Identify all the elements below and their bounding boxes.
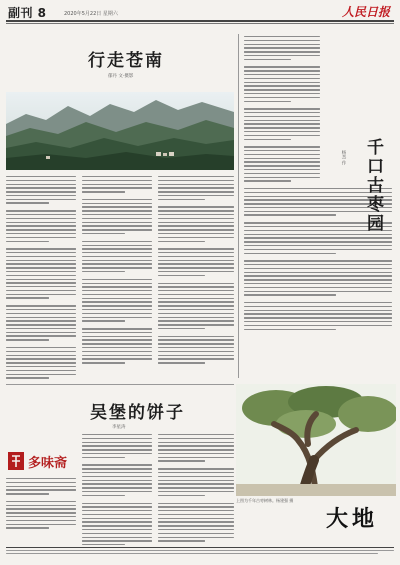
column-stamp <box>6 450 78 474</box>
mountain-photo <box>6 92 234 170</box>
ancient-tree-photo <box>236 384 396 496</box>
newspaper-logo: 人民日报 <box>341 5 390 19</box>
article-title-cake: 吴堡的饼子 <box>90 403 185 423</box>
article-title-walk: 行走苍南 <box>88 51 164 71</box>
masthead-rule-thin <box>6 23 394 24</box>
article-body-dates-col1 <box>244 36 320 182</box>
article-byline-walk: 郁丹 文·摄影 <box>108 74 134 79</box>
masthead <box>0 0 400 30</box>
section-divider-vertical <box>238 34 239 378</box>
column-stamp-text: 多味斋 <box>28 456 68 471</box>
page-footer <box>6 547 394 554</box>
article-body-cake-col1 <box>6 478 76 529</box>
photo-caption: 上图为千年古枣树林。杨建强 摄 <box>236 498 294 503</box>
article-title-dates: 千口古枣园 <box>363 138 383 233</box>
article-body-cake-col2 <box>82 434 152 545</box>
article-body-cake-col3 <box>158 434 234 542</box>
article-body-walk-col1 <box>6 176 76 379</box>
article-body-walk-col2 <box>82 176 152 364</box>
article-byline-cake: 李星涛 <box>112 425 126 430</box>
publication-date: 2020年5月22日 星期六 <box>64 11 118 17</box>
section-divider-horizontal <box>6 384 234 385</box>
article-byline-dates: 杨杰 作 <box>341 150 346 165</box>
article-body-walk-col3 <box>158 176 234 364</box>
section-mark: 大地 <box>326 506 379 532</box>
page-label: 副刊 8 <box>8 6 47 20</box>
masthead-rule <box>6 20 394 22</box>
